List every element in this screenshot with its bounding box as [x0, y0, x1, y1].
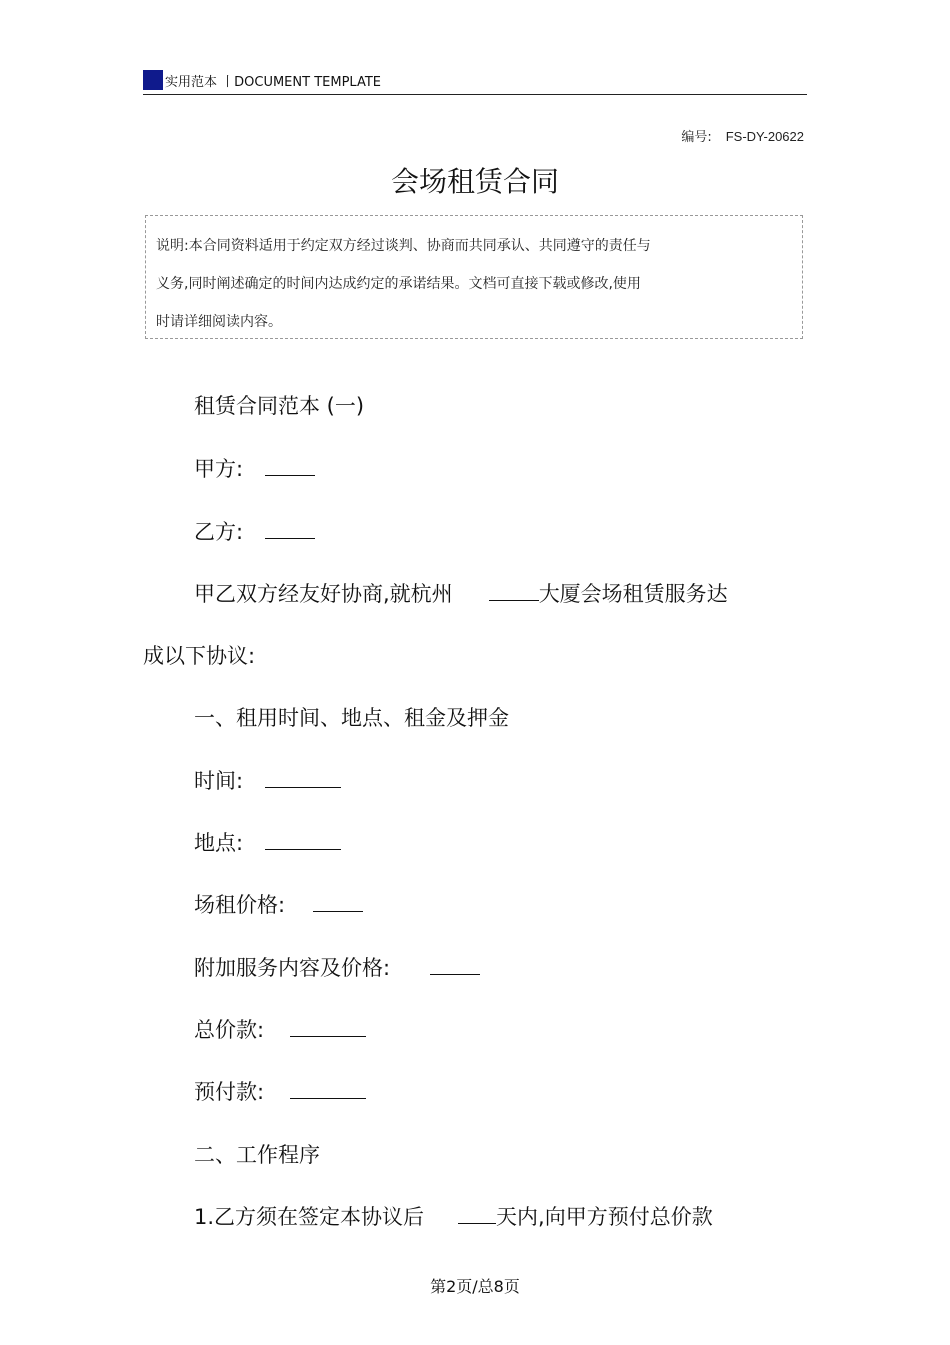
prepay-blank[interactable]	[290, 1080, 366, 1099]
doc-number-label: 编号:	[681, 130, 712, 145]
intro-text-part1: 甲乙双方经友好协商,就杭州	[194, 582, 453, 606]
party-a-label: 甲方:	[194, 457, 244, 481]
extra-service-blank[interactable]	[430, 956, 480, 975]
item-1-part2: 天内,向甲方预付总价款	[496, 1205, 713, 1229]
party-b-label: 乙方:	[194, 520, 244, 544]
description-line: 义务,同时阐述确定的时间内达成约定的承诺结果。文档可直接下载或修改,使用	[156, 276, 641, 292]
party-b-line	[194, 516, 315, 546]
party-a-blank[interactable]	[265, 457, 315, 476]
page-footer: 第2页/总8页	[430, 1277, 520, 1296]
page-title: 会场租赁合同	[390, 165, 559, 198]
time-label: 时间:	[194, 769, 244, 793]
time-line	[194, 765, 341, 795]
extra-service-line	[194, 952, 480, 982]
prepay-line	[194, 1076, 366, 1106]
days-blank[interactable]	[458, 1205, 496, 1224]
time-blank[interactable]	[265, 769, 341, 788]
extra-service-label: 附加服务内容及价格:	[194, 956, 391, 980]
prepay-label: 预付款:	[194, 1080, 265, 1104]
section-1-heading: 一、租用时间、地点、租金及押金	[194, 706, 509, 730]
place-line	[194, 827, 341, 857]
rent-price-label: 场租价格:	[194, 893, 286, 917]
total-label: 总价款:	[194, 1018, 265, 1042]
total-blank[interactable]	[290, 1018, 366, 1037]
party-b-blank[interactable]	[265, 520, 315, 539]
party-a-line	[194, 453, 315, 483]
intro-line	[194, 578, 728, 608]
contract-heading: 租赁合同范本 (一)	[194, 394, 365, 418]
document-number	[681, 126, 804, 145]
rent-price-line	[194, 889, 363, 919]
description-line: 说明:本合同资料适用于约定双方经过谈判、协商而共同承认、共同遵守的责任与	[156, 238, 651, 254]
section-2-heading: 二、工作程序	[194, 1143, 320, 1167]
rent-price-blank[interactable]	[313, 893, 363, 912]
item-1-part1: 1.乙方须在签定本协议后	[194, 1205, 425, 1229]
logo-square-icon	[143, 70, 163, 90]
doc-number-value: FS-DY-20622	[725, 129, 804, 144]
place-label: 地点:	[194, 831, 244, 855]
place-blank[interactable]	[265, 831, 341, 850]
description-box	[145, 215, 803, 339]
header-label: 实用范本 丨DOCUMENT TEMPLATE	[165, 75, 381, 90]
building-name-blank[interactable]	[489, 582, 539, 601]
item-1-line	[194, 1201, 713, 1231]
intro-continuation: 成以下协议:	[143, 644, 256, 668]
document-header	[143, 68, 807, 95]
total-line	[194, 1014, 366, 1044]
description-line: 时请详细阅读内容。	[156, 314, 282, 330]
intro-text-part2: 大厦会场租赁服务达	[538, 582, 728, 606]
